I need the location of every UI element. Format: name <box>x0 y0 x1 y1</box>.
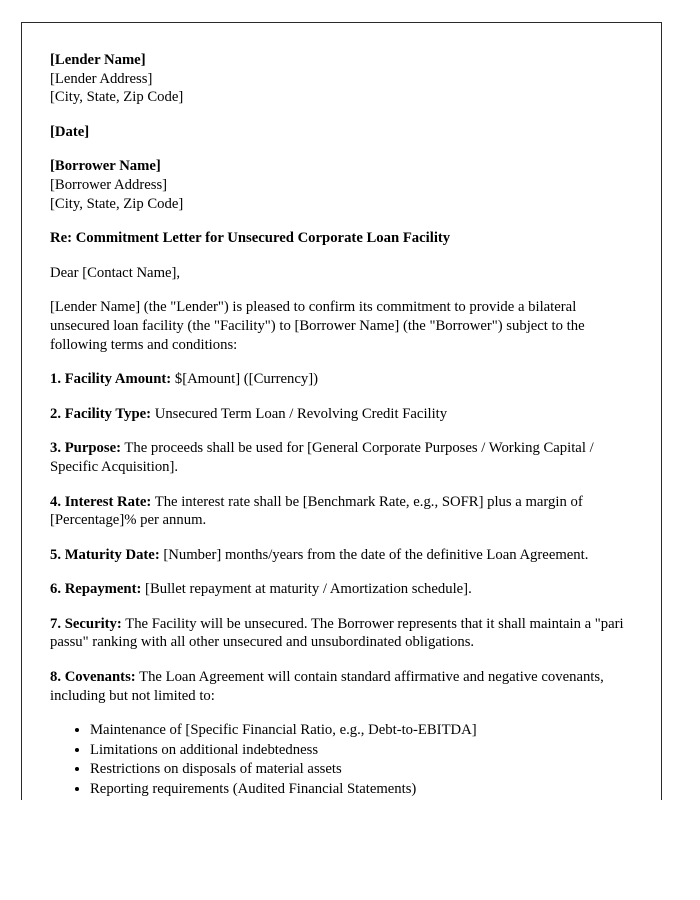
clause-covenants <box>50 668 635 705</box>
clause-repayment <box>50 580 635 599</box>
lender-name: [Lender Name] <box>50 52 146 68</box>
clause-label: 3. Purpose: <box>50 440 121 457</box>
intro-paragraph: [Lender Name] (the "Lender") is pleased to confirm its commitment to provide a bilateral unsecured loan facility (the "Facility") to [Borrower Name] (the "Borrower") subject to the following terms and conditions: <box>50 299 585 353</box>
document-body <box>50 51 635 800</box>
list-item: • Limitations on additional indebtedness <box>90 741 635 761</box>
clause-maturity-date <box>50 546 635 565</box>
lender-city-state-zip: [City, State, Zip Code] <box>50 89 184 106</box>
clause-text: Unsecured Term Loan / Revolving Credit Facility <box>154 405 448 422</box>
clause-text: The interest rate shall be [Benchmark Rate, e.g., SOFR] plus a margin of [Percentage]% per annum. <box>50 493 583 529</box>
clause-label: 4. Interest Rate: <box>50 493 152 510</box>
clause-label: 8. Covenants: <box>50 669 136 686</box>
clause-security <box>50 615 635 652</box>
borrower-address-block <box>50 157 635 213</box>
clause-label: 2. Facility Type: <box>50 405 152 422</box>
clause-text: [Bullet repayment at maturity / Amortization schedule]. <box>145 581 472 598</box>
list-item: • Reporting requirements (Audited Financial Statements) <box>90 780 635 800</box>
clause-text: The Loan Agreement will contain standard affirmative and negative covenants, including but not limited to: <box>50 669 604 704</box>
clause-label: 6. Repayment: <box>50 581 142 598</box>
clause-text: [Number] months/years from the date of the definitive Loan Agreement. <box>163 546 589 563</box>
clause-label: 7. Security: <box>50 615 122 632</box>
subject-line: Re: Commitment Letter for Unsecured Corporate Loan Facility <box>50 230 451 247</box>
lender-address-block <box>50 51 635 107</box>
salutation: Dear [Contact Name], <box>50 264 181 281</box>
date-block <box>50 123 635 142</box>
lender-address: [Lender Address] <box>50 70 153 87</box>
clause-text: The proceeds shall be used for [General Corporate Purposes / Working Capital / Specific Acquisition]. <box>50 440 594 475</box>
covenant-list <box>50 721 635 799</box>
clause-facility-amount <box>50 370 635 389</box>
clause-purpose <box>50 439 635 476</box>
clause-label: 5. Maturity Date: <box>50 546 160 563</box>
list-item: • Restrictions on disposals of material assets <box>90 760 635 780</box>
document-page <box>21 22 662 800</box>
clause-facility-type <box>50 405 635 424</box>
list-item: • Maintenance of [Specific Financial Ratio, e.g., Debt-to-EBITDA] <box>90 721 635 741</box>
clause-text: $[Amount] ([Currency]) <box>174 371 318 388</box>
borrower-name: [Borrower Name] <box>50 158 161 175</box>
clause-text: The Facility will be unsecured. The Borrower represents that it shall maintain a "pari passu" ranking with all other unsecured and unsubordinated obligations. <box>50 615 624 651</box>
letter-date: [Date] <box>50 123 90 140</box>
clause-interest-rate <box>50 493 635 530</box>
clause-label: 1. Facility Amount: <box>50 371 172 388</box>
borrower-address: [Borrower Address] <box>50 176 168 193</box>
borrower-city-state-zip: [City, State, Zip Code] <box>50 195 184 212</box>
